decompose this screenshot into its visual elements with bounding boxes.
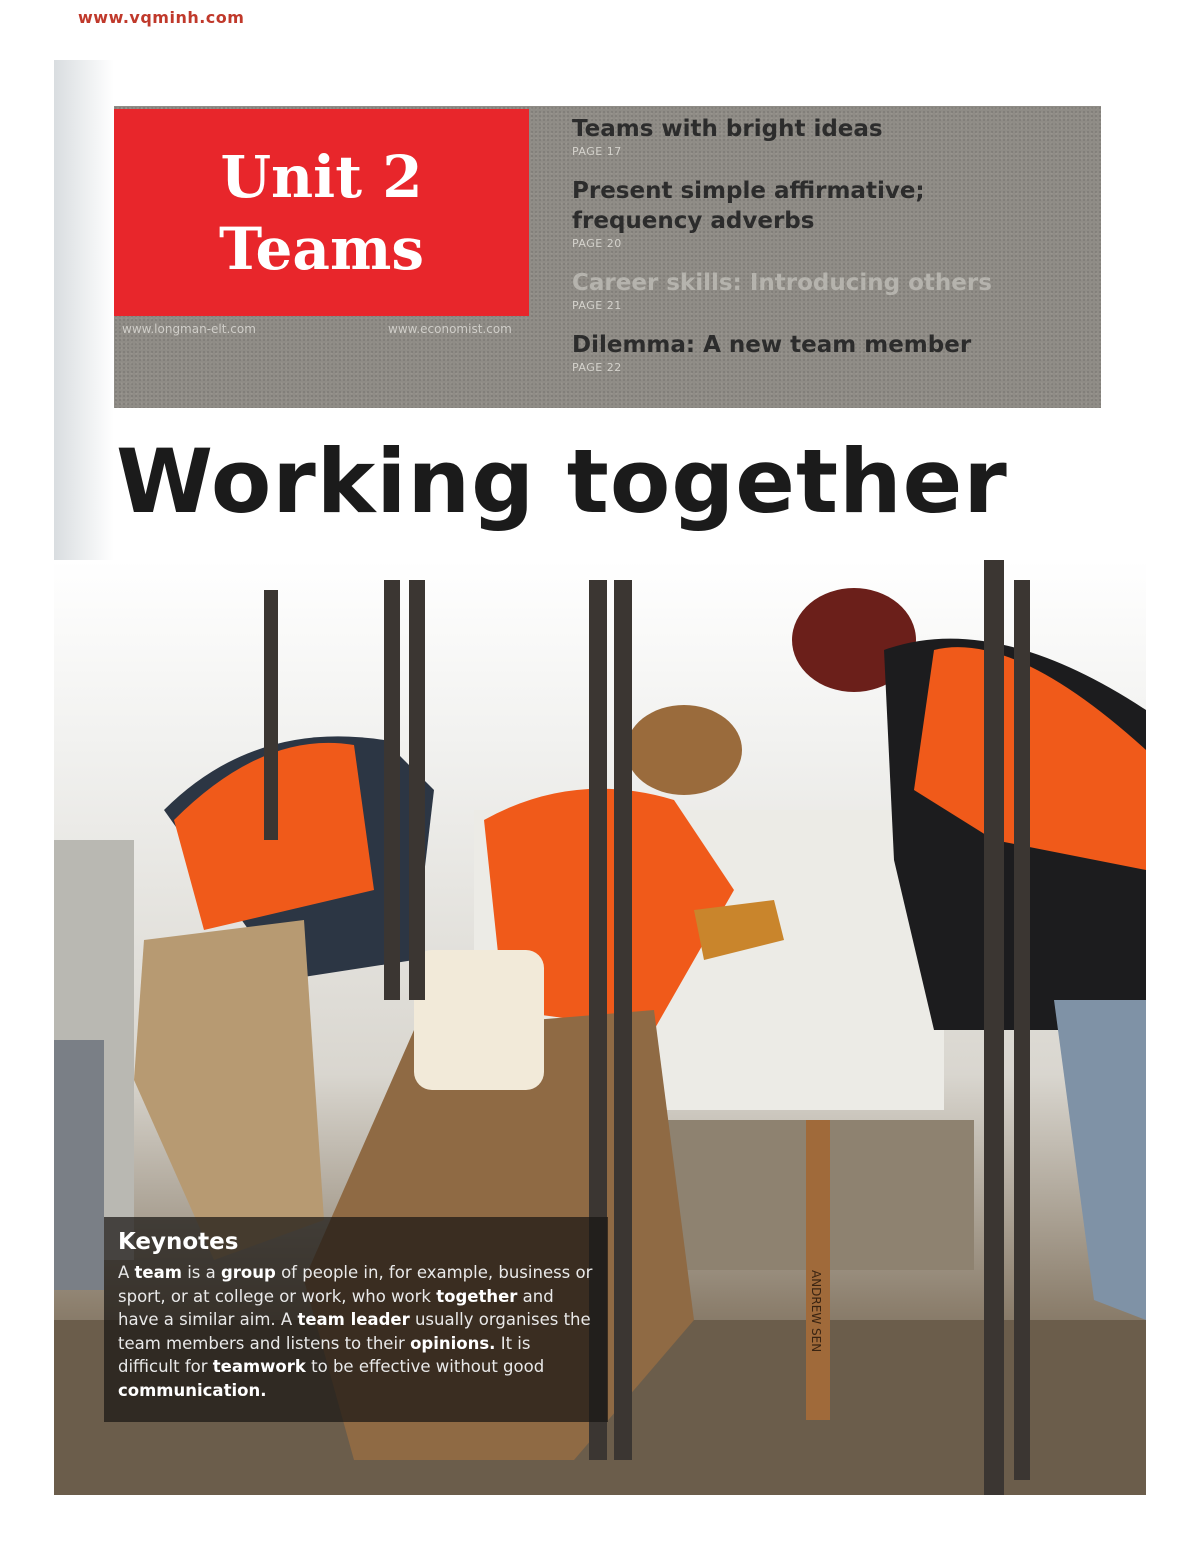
worker-left-trousers xyxy=(134,920,324,1260)
unit-title: Teams xyxy=(218,214,424,283)
page-title: Working together xyxy=(116,430,1008,533)
keynote-text: usually organises the team members and listens to their xyxy=(118,1310,591,1353)
keynote-term: team leader xyxy=(297,1310,410,1329)
keynote-term: teamwork xyxy=(212,1357,306,1376)
contents-item-title: Dilemma: A new team member xyxy=(572,332,972,358)
rebar xyxy=(264,590,278,840)
keynote-text: of people in, for example, business or sport, or at college or work, who work xyxy=(118,1263,593,1306)
keynote-text: It is difficult for xyxy=(118,1333,531,1376)
longman-link[interactable]: www.longman-elt.com xyxy=(122,322,256,336)
unit-contents xyxy=(572,114,1092,392)
contents-item xyxy=(572,268,1092,312)
contents-item xyxy=(572,114,1092,158)
rebar xyxy=(409,580,425,1000)
keynotes-body xyxy=(118,1261,594,1402)
keynote-text: is a xyxy=(181,1263,221,1282)
keynotes-box xyxy=(104,1217,608,1422)
contents-item xyxy=(572,330,1092,374)
contents-item-page: PAGE 21 xyxy=(572,299,622,312)
contents-item-title: Career skills: Introducing others xyxy=(572,270,992,296)
contents-item xyxy=(572,176,1092,250)
unit-number: Unit 2 xyxy=(220,142,423,211)
worker-right-jeans xyxy=(1054,1000,1146,1320)
hammer-handle-label: ANDREW SEN xyxy=(809,1270,823,1353)
contents-item-page: PAGE 17 xyxy=(572,145,622,158)
keynote-text: to be effective without good xyxy=(305,1357,545,1376)
rebar xyxy=(984,560,1004,1495)
rebar xyxy=(384,580,400,1000)
keynote-term: communication. xyxy=(118,1380,267,1400)
rebar xyxy=(614,580,632,1460)
keynote-term: team xyxy=(134,1263,182,1282)
contents-item-page: PAGE 20 xyxy=(572,237,622,250)
economist-link[interactable]: www.economist.com xyxy=(388,322,512,336)
keynote-text: and have a similar aim. A xyxy=(118,1286,554,1329)
contents-item-title: Teams with bright ideas xyxy=(572,116,883,142)
keynote-term: opinions. xyxy=(410,1333,496,1353)
keynote-term: group xyxy=(220,1263,276,1282)
tool-pouch xyxy=(414,950,544,1090)
keynote-text: A xyxy=(118,1263,135,1282)
keynotes-heading: Keynotes xyxy=(118,1229,239,1255)
contents-item-page: PAGE 22 xyxy=(572,361,622,374)
unit-title-box xyxy=(114,109,529,316)
rebar xyxy=(1014,580,1030,1480)
site-url[interactable]: www.vqminh.com xyxy=(78,8,245,27)
background-scaffold xyxy=(54,1040,104,1290)
keynote-term: together xyxy=(436,1286,518,1306)
contents-item-title: Present simple affirmative; frequency adverbs xyxy=(572,178,925,234)
worker-center-hardhat xyxy=(626,705,742,795)
